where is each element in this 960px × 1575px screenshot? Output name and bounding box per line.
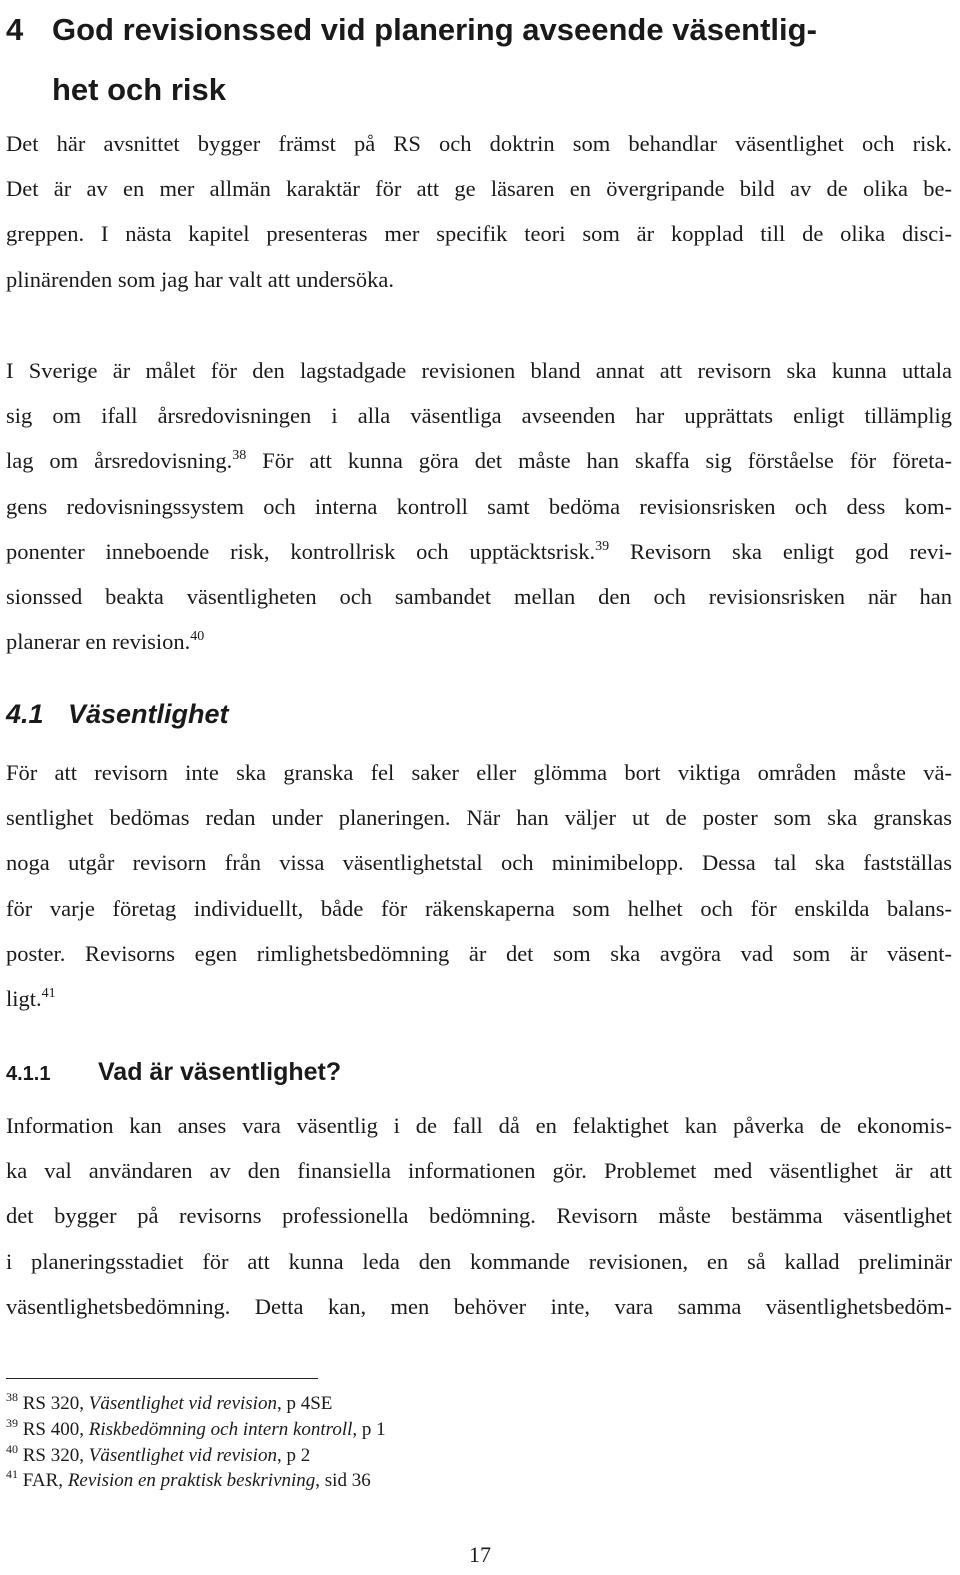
chapter-title-line1: God revisionssed vid planering avseende väsentlig- xyxy=(52,12,817,47)
text-segment: planerar en revision. xyxy=(6,629,191,655)
text-line xyxy=(6,529,952,574)
materiality-paragraph xyxy=(6,750,952,1021)
subsection-number: 4.1.1 xyxy=(6,1063,51,1085)
text-line xyxy=(6,438,952,483)
text-line: poster. Revisorns egen rimlighetsbedömning är det som ska avgöra vad som är väsent- xyxy=(6,940,952,966)
text-line: sig om ifall årsredovisningen i alla väsentliga avseenden har upprättats enligt tillämplig xyxy=(6,403,952,429)
chapter-heading xyxy=(6,0,946,120)
text-segment: ligt. xyxy=(6,985,42,1011)
text-line: I Sverige är målet för den lagstadgade revisionen bland annat att revisorn ska kunna uttala xyxy=(6,358,952,383)
footnote-title: Riskbedömning och intern kontroll xyxy=(88,1419,353,1440)
footnote-number: 39 xyxy=(6,1416,18,1430)
chapter-number: 4 xyxy=(6,12,24,47)
text-line: Det är av en mer allmän karaktär för att ge läsaren en övergripande bild av de olika be- xyxy=(6,176,952,202)
text-line: väsentlighetsbedömning. Detta kan, men behöver inte, vara samma väsentlighetsbedöm- xyxy=(6,1293,952,1319)
subsection-heading xyxy=(6,1052,341,1094)
text-line: sentlighet bedömas redan under planeringen. När han väljer ut de poster som ska granskas xyxy=(6,805,952,831)
footnote-source: RS 400, xyxy=(22,1419,89,1440)
section-title: Väsentlighet xyxy=(68,699,229,729)
subsection-title: Vad är väsentlighet? xyxy=(98,1058,342,1086)
text-line: plinärenden som jag har valt att undersöka. xyxy=(6,266,395,292)
footnote-location: , p 4SE xyxy=(276,1393,333,1414)
text-line: gens redovisningssystem och interna kontroll samt bedöma revisionsrisken och dess kom- xyxy=(6,493,952,519)
text-line: greppen. I nästa kapitel presenteras mer specifik teori som är kopplad till de olika disci- xyxy=(6,221,952,247)
footnote-ref-41: 41 xyxy=(41,985,56,1001)
footnote-ref-38: 38 xyxy=(232,448,247,464)
section-heading xyxy=(6,694,229,734)
footnote-title: Väsentlighet vid revision xyxy=(88,1445,277,1466)
text-line xyxy=(6,976,952,1021)
text-line: i planeringsstadiet för att kunna leda den kommande revisionen, en så kallad preliminär xyxy=(6,1248,952,1274)
text-line: För att revisorn inte ska granska fel saker eller glömma bort viktiga områden måste vä- xyxy=(6,760,952,785)
page-number: 17 xyxy=(469,1542,491,1567)
audit-objective-paragraph xyxy=(6,348,952,664)
footnote-41 xyxy=(6,1468,706,1494)
section-number: 4.1 xyxy=(6,699,44,729)
text-line: sionssed beakta väsentligheten och sambandet mellan den och revisionsrisken när han xyxy=(6,583,952,609)
intro-paragraph xyxy=(6,121,952,302)
text-line: Det här avsnittet bygger främst på RS och doktrin som behandlar väsentlighet och risk. xyxy=(6,131,952,156)
footnote-39 xyxy=(6,1417,706,1443)
text-line: Information kan anses vara väsentlig i de fall då en felaktighet kan påverka de ekonomis- xyxy=(6,1113,952,1138)
text-segment: Revisorn ska enligt god revi- xyxy=(629,538,952,564)
footnote-ref-40: 40 xyxy=(190,629,205,645)
footnote-38 xyxy=(6,1391,706,1417)
footnote-location: , p 2 xyxy=(276,1445,311,1466)
footnote-title: Revision en praktisk beskrivning xyxy=(67,1470,316,1491)
text-line xyxy=(6,619,952,664)
text-line: för varje företag individuellt, både för räkenskaperna som helhet och för enskilda balans- xyxy=(6,895,952,921)
footnote-source: RS 320, xyxy=(22,1393,89,1414)
footnote-number: 41 xyxy=(6,1467,18,1481)
text-segment: lag om årsredovisning. xyxy=(6,448,233,474)
footnote-location: , p 1 xyxy=(352,1419,386,1440)
definition-paragraph xyxy=(6,1103,952,1329)
footnote-source: RS 320, xyxy=(22,1445,89,1466)
text-segment: För att kunna göra det måste han skaffa sig förståelse för företa- xyxy=(262,448,952,474)
footnote-title: Väsentlighet vid revision xyxy=(88,1393,277,1414)
footnote-ref-39: 39 xyxy=(595,538,610,554)
footnote-number: 38 xyxy=(6,1390,18,1404)
chapter-title-line2: het och risk xyxy=(52,72,226,107)
text-line: det bygger på revisorns professionella bedömning. Revisorn måste bestämma väsentlighet xyxy=(6,1203,952,1229)
footnote-divider xyxy=(6,1378,318,1379)
footnote-source: FAR, xyxy=(22,1470,68,1491)
text-line: noga utgår revisorn från vissa väsentlighetstal och minimibelopp. Dessa tal ska fastställas xyxy=(6,850,952,876)
text-segment: ponenter inneboende risk, kontrollrisk och upptäcktsrisk. xyxy=(6,538,596,564)
footnote-number: 40 xyxy=(6,1442,18,1456)
footnote-40 xyxy=(6,1443,706,1469)
text-line: ka val användaren av den finansiella informationen gör. Problemet med väsentlighet är att xyxy=(6,1158,952,1184)
footnote-location: , sid 36 xyxy=(315,1470,371,1491)
